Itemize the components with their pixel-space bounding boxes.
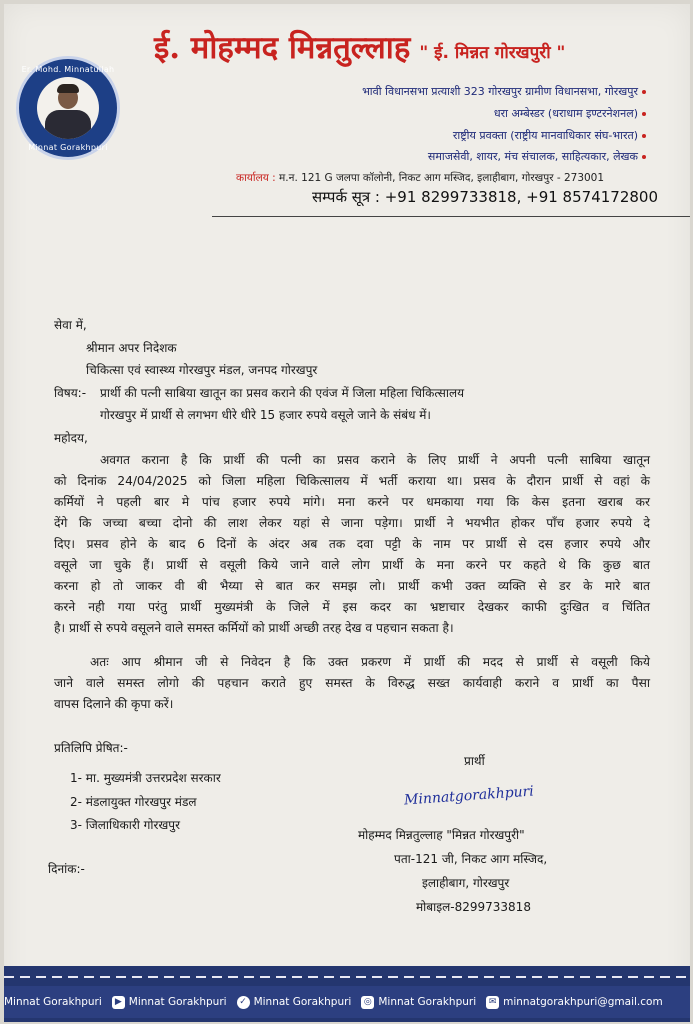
- contact-numbers: सम्पर्क सूत्र : +91 8299733818, +91 8574172800: [312, 188, 658, 206]
- profile-seal-logo: [16, 56, 120, 160]
- bullet-dot: [642, 134, 646, 138]
- letterhead-title: [154, 26, 565, 68]
- email-link[interactable]: [486, 996, 663, 1009]
- letterhead-page: [4, 4, 690, 1022]
- greeting: महोदय,: [54, 431, 88, 445]
- sender-pen-name: " ई. मिन्नत गोरखपुरी ": [419, 43, 566, 63]
- mail-icon: ✉: [486, 996, 499, 1009]
- header-divider: [212, 216, 690, 217]
- instagram-label: Minnat Gorakhpuri: [378, 996, 477, 1008]
- paragraph-line: वसूले जा चुके हैं। प्रार्थी से वसूली किये जाने वाले लोग प्रार्थी के मना करने पर कहते थे कि कुछ बात: [54, 558, 650, 572]
- twitter-label: Minnat Gorakhpuri: [253, 996, 352, 1008]
- footer-band: [4, 966, 690, 1022]
- paragraph-line: कर्मियों ने पहली बार मे पांच हजार रुपये मांगे। मना करने पर धमकाया गया कि केस इतना खराब कर: [54, 495, 650, 509]
- bullet-dot: [642, 112, 646, 116]
- bullet-dot: [642, 90, 646, 94]
- body-paragraph-1: [54, 450, 650, 639]
- salutation-to: सेवा में,: [54, 318, 87, 332]
- recipient-title: श्रीमान अपर निदेशक: [86, 341, 177, 355]
- copy-recipient-3: 3- जिलाधिकारी गोरखपुर: [70, 818, 180, 832]
- paragraph-line: जाने वाले समस्त लोगो की पहचान कराते हुए समस्त के विरुद्ध सख्त कार्यवाही कराने व प्रार्थी का पैसा: [54, 676, 650, 690]
- instagram-link[interactable]: [361, 996, 476, 1009]
- seal-ring-text-bottom: Minnat Gorakhpuri: [28, 143, 108, 152]
- paragraph-line: अवगत कराना है कि प्रार्थी की पत्नी का प्रसव कराने के लिए प्रार्थी ने अपनी पत्नी साबिया खातून: [100, 453, 650, 467]
- sender-name: मोहम्मद मिन्नतुल्लाह "मिन्नत गोरखपुरी": [358, 828, 525, 842]
- applicant-label: प्रार्थी: [464, 754, 485, 768]
- office-address: [236, 171, 604, 185]
- subject-line-1: प्रार्थी की पत्नी साबिया खातून का प्रसव कराने की एवंज में जिला महिला चिकित्सालय: [100, 386, 465, 400]
- designation-line-1: भावी विधानसभा प्रत्याशी 323 गोरखपुर ग्रामीण विधानसभा, गोरखपुर: [362, 84, 646, 99]
- sender-mobile: मोबाइल-8299733818: [416, 900, 531, 914]
- portrait-body: [45, 110, 91, 139]
- email-label: minnatgorakhpuri@gmail.com: [503, 996, 663, 1008]
- twitter-link[interactable]: [237, 996, 352, 1009]
- seal-portrait: [37, 77, 99, 139]
- copy-to-heading: प्रतिलिपि प्रेषित:-: [54, 741, 128, 755]
- youtube-icon: ▶: [112, 996, 125, 1009]
- copy-recipient-1: 1- मा. मुख्यमंत्री उत्तरप्रदेश सरकार: [70, 771, 221, 785]
- youtube-link[interactable]: [112, 996, 227, 1009]
- twitter-icon: ✓: [237, 996, 250, 1009]
- paragraph-line: को दिनांक 24/04/2025 को जिला महिला चिकित्सालय में भर्ती कराया था। प्रसव के दौरान प्रार्थी से वहां के: [54, 474, 650, 488]
- youtube-label: Minnat Gorakhpuri: [128, 996, 227, 1008]
- facebook-label: Minnat Gorakhpuri: [4, 996, 102, 1008]
- paragraph-line: अतः आप श्रीमान जी से निवेदन है कि उक्त प्रकरण में प्रार्थी की मदद से प्रार्थी से वसूली किये: [90, 655, 650, 669]
- designation-line-2: धरा अम्बेस्डर (धराधाम इण्टरनेशनल): [494, 106, 646, 121]
- paragraph-line: वापस दिलाने की कृपा करें।: [54, 697, 174, 711]
- subject-line-2: गोरखपुर में प्रार्थी से लगभग धीरे धीरे 15 हजार रुपये वसूले जाने के संबंध में।: [100, 408, 431, 422]
- paragraph-line: दिए। प्रसव होने के बाद 6 दिनों के अंदर अब तक दवा पट्टी के नाम पर प्रार्थी से दस हजार रुपये और: [54, 537, 650, 551]
- office-address-text: म.न. 121 G जलपा कॉलोनी, निकट आग मस्जिद, इलाहीबाग, गोरखपुर - 273001: [279, 172, 605, 184]
- facebook-link[interactable]: [4, 996, 102, 1008]
- subject-label: विषय:-: [54, 386, 87, 400]
- date-label: दिनांक:-: [48, 862, 85, 876]
- instagram-icon: ◎: [361, 996, 374, 1009]
- portrait-hair: [57, 84, 79, 93]
- seal-ring-text-top: Er. Mohd. Minnatullah: [21, 65, 115, 74]
- social-links-bar: [4, 986, 690, 1018]
- handwritten-signature: Minnatgorakhpuri: [403, 783, 535, 809]
- body-paragraph-2: [54, 652, 650, 715]
- designation-line-3: राष्ट्रीय प्रवक्ता (राष्ट्रीय मानवाधिकार संघ-भारत): [453, 128, 646, 143]
- recipient-office: चिकित्सा एवं स्वास्थ्य गोरखपुर मंडल, जनपद गोरखपुर: [86, 363, 318, 377]
- paragraph-line: करने नही गया परंतु प्रार्थी मुख्यमंत्री के जिले में इस कदर का भ्रष्टाचार देखकर काफी दुःखित व चिंतित: [54, 600, 650, 614]
- paragraph-line: है। प्रार्थी से रुपये वसूलने वाले समस्त कर्मियों को प्रार्थी अच्छी तरह देख व पहचान सकता है।: [54, 621, 454, 635]
- sender-address-line-1: पता-121 जी, निकट आग मस्जिद,: [394, 852, 548, 866]
- paragraph-line: देंगे कि जच्चा बच्चा दोनो की लाश लेकर यहां से जाना पड़ेगा। प्रार्थी ने भयभीत होकर पाँच हजार रुपये दे: [54, 516, 650, 530]
- bullet-dot: [642, 155, 646, 159]
- paragraph-line: करना हो तो जाकर वी बी भैय्या से बात कर समझ लो। प्रार्थी कभी उक्त व्यक्ति से डर के मारे बात: [54, 579, 650, 593]
- footer-dashed-stripe: [4, 976, 690, 978]
- office-label: कार्यालय :: [236, 172, 276, 184]
- designation-line-4: समाजसेवी, शायर, मंच संचालक, साहित्यकार, लेखक: [428, 149, 646, 164]
- sender-name-title: ई. मोहम्मद मिन्नतुल्लाह: [154, 30, 411, 66]
- copy-recipient-2: 2- मंडलायुक्त गोरखपुर मंडल: [70, 795, 197, 809]
- sender-address-line-2: इलाहीबाग, गोरखपुर: [422, 876, 510, 890]
